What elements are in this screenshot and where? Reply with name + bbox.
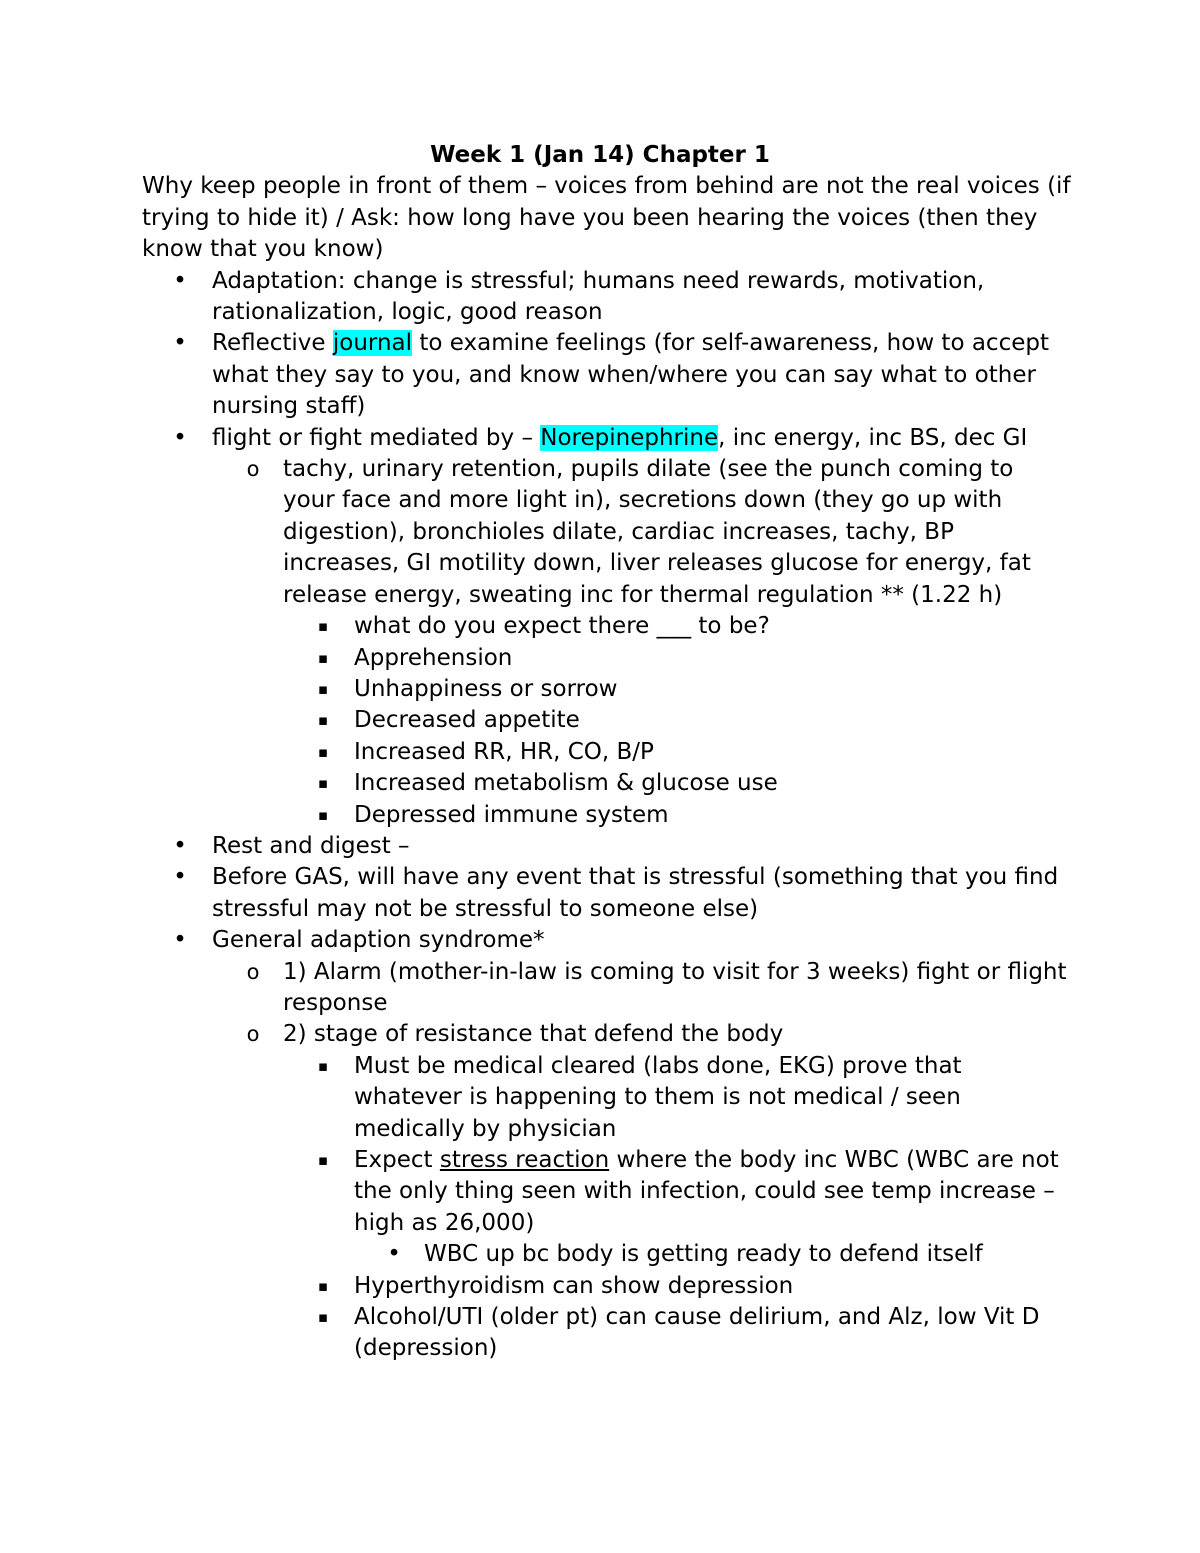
square-bullet-icon: ▪ <box>317 742 329 761</box>
item-rest-and-digest: Rest and digest – <box>212 832 410 859</box>
list-item <box>142 611 1072 642</box>
item-wbc: WBC up bc body is getting ready to defend itself <box>424 1241 983 1268</box>
page-title: Week 1 (Jan 14) Chapter 1 <box>430 142 770 168</box>
bullet-icon: • <box>173 927 187 954</box>
bullet-icon: • <box>387 1241 401 1268</box>
square-bullet-icon: ▪ <box>317 1308 329 1327</box>
item-gas: General adaption syndrome* <box>212 927 545 954</box>
bullet-icon: • <box>173 832 187 859</box>
square-bullet-icon: ▪ <box>317 648 329 667</box>
text-run: Reflective <box>212 330 333 357</box>
expect-item: Decreased appetite <box>354 707 580 734</box>
intro-paragraph: Why keep people in front of them – voices from behind are not the real voices (if trying to hide it) / Ask: how long have you been hearing the voices (then they know that you know) <box>142 173 1071 263</box>
list-item <box>142 768 1072 799</box>
list-item <box>142 1302 1072 1365</box>
list-item <box>142 423 1072 831</box>
list-item <box>142 1019 1072 1364</box>
bullet-icon: • <box>173 864 187 891</box>
item-before-gas: Before GAS, will have any event that is stressful (something that you find stressful may not be stressful to someone else) <box>212 864 1059 922</box>
list-item <box>142 925 1072 1365</box>
text-run: , inc energy, inc BS, dec GI <box>718 424 1028 451</box>
item-reflective <box>212 328 1072 422</box>
sub-list <box>142 454 1072 831</box>
list-item <box>142 705 1072 736</box>
square-bullet-icon: ▪ <box>317 1056 329 1075</box>
highlighted-term: journal <box>332 330 413 357</box>
expect-list <box>142 611 1072 831</box>
highlighted-term: Norepinephrine <box>540 424 719 451</box>
item-flight-or-fight <box>212 423 1072 454</box>
square-bullet-icon: ▪ <box>317 1151 329 1169</box>
gas-stages-list <box>142 957 1072 1365</box>
list-item <box>142 454 1072 831</box>
square-bullet-icon: ▪ <box>317 617 329 636</box>
text-run: where the body inc WBC (WBC are not the only thing seen with infection, could see temp increase – high as 26,000) <box>354 1147 1059 1236</box>
item-resistance: 2) stage of resistance that defend the body <box>283 1021 784 1048</box>
list-item <box>142 266 1072 329</box>
bullet-icon: • <box>173 424 187 451</box>
list-item <box>142 328 1072 422</box>
list-item <box>142 1145 1072 1271</box>
expect-item: Increased metabolism & glucose use <box>354 770 778 797</box>
list-item <box>142 800 1072 831</box>
text-run: Expect <box>354 1147 440 1173</box>
circle-bullet-icon: o <box>246 1022 260 1047</box>
list-item <box>142 957 1072 1020</box>
expect-item: what do you expect there ___ to be? <box>354 613 770 640</box>
circle-bullet-icon: o <box>246 457 260 482</box>
expect-item: Apprehension <box>354 644 513 671</box>
main-bullet-list <box>142 266 1072 1365</box>
list-item <box>142 737 1072 768</box>
square-bullet-icon: ▪ <box>317 1276 329 1295</box>
bullet-icon: • <box>173 267 187 294</box>
list-item <box>142 1051 1072 1145</box>
text-run: to examine feelings (for self-awareness, how to accept what they say to you, and know when/where you can say what to other nursing staff) <box>212 330 1049 420</box>
item-alcohol-uti: Alcohol/UTI (older pt) can cause delirium, and Alz, low Vit D (depression) <box>354 1304 1040 1362</box>
square-bullet-icon: ▪ <box>317 805 329 824</box>
item-alarm: 1) Alarm (mother-in-law is coming to visit for 3 weeks) fight or flight response <box>283 958 1067 1016</box>
list-item <box>142 1271 1072 1302</box>
text-run: flight or fight mediated by – <box>212 424 541 451</box>
item-stress-reaction <box>354 1145 1072 1239</box>
expect-item: Depressed immune system <box>354 801 669 828</box>
list-item <box>142 862 1072 925</box>
list-item <box>142 643 1072 674</box>
underlined-term: stress reaction <box>439 1147 610 1173</box>
item-adaptation: Adaptation: change is stressful; humans need rewards, motivation, rationalization, logic, good reason <box>212 267 985 326</box>
bullet-icon: • <box>173 330 187 357</box>
expect-item: Increased RR, HR, CO, B/P <box>354 738 654 765</box>
wbc-list <box>142 1239 1072 1270</box>
square-bullet-icon: ▪ <box>317 679 329 698</box>
item-tachy: tachy, urinary retention, pupils dilate (see the punch coming to your face and more light in), secretions down (they go up with digestion), bronchioles dilate, cardiac increases, tachy, BP increases, GI motility down, liver releases glucose for energy, fat release energy, sweating inc for thermal regulation ** (1.22 h) <box>283 456 1031 608</box>
resistance-list <box>142 1051 1072 1365</box>
list-item <box>142 674 1072 705</box>
item-medical-cleared: Must be medical cleared (labs done, EKG) prove that whatever is happening to them is not medical / seen medically by physician <box>354 1052 962 1142</box>
item-hyperthyroidism: Hyperthyroidism can show depression <box>354 1272 794 1299</box>
list-item <box>142 1239 1072 1270</box>
square-bullet-icon: ▪ <box>317 711 329 730</box>
list-item <box>142 831 1072 862</box>
expect-item: Unhappiness or sorrow <box>354 675 618 702</box>
document-page <box>142 140 1072 1365</box>
square-bullet-icon: ▪ <box>317 774 329 793</box>
circle-bullet-icon: o <box>246 959 260 984</box>
